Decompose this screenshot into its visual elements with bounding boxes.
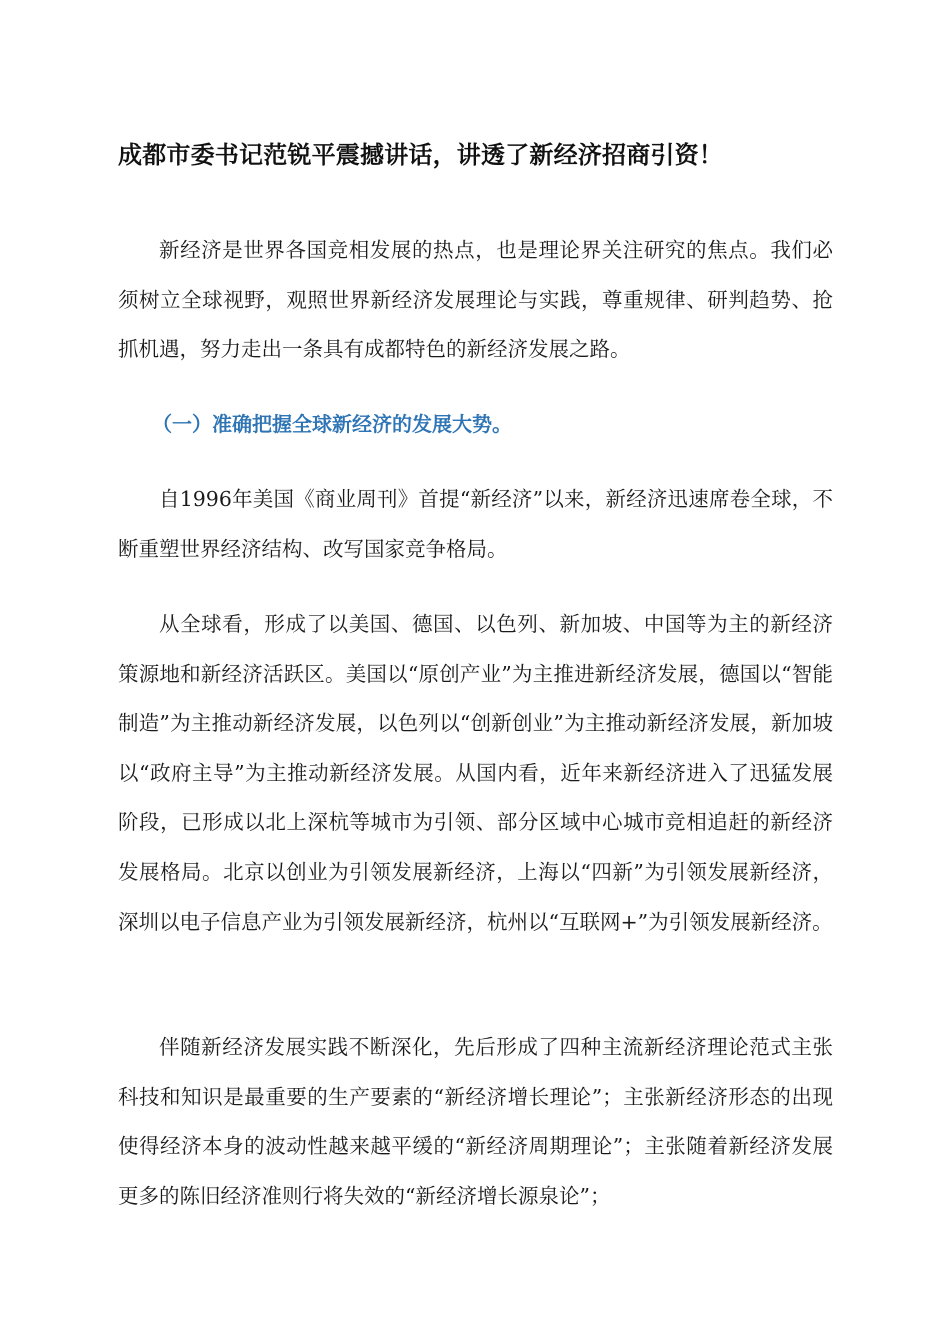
paragraph-history: 自1996年美国《商业周刊》首提“新经济”以来，新经济迅速席卷全球，不断重塑世界经济结构、改写国家竞争格局。	[118, 487, 833, 561]
paragraph-theories: 伴随新经济发展实践不断深化，先后形成了四种主流新经济理论范式主张科技和知识是最重要的生产要素的“新经济增长理论”；主张新经济形态的出现使得经济本身的波动性越来越平缓的“新经济周期理论”；主张随着新经济发展更多的陈旧经济准则行将失效的“新经济增长源泉论”；	[118, 1035, 833, 1208]
paragraph-intro: 新经济是世界各国竞相发展的热点，也是理论界关注研究的焦点。我们必须树立全球视野，观照世界新经济发展理论与实践，尊重规律、研判趋势、抢抓机遇，努力走出一条具有成都特色的新经济发展之路。	[118, 238, 833, 362]
paragraph-global-view: 从全球看，形成了以美国、德国、以色列、新加坡、中国等为主的新经济策源地和新经济活跃区。美国以“原创产业”为主推进新经济发展，德国以“智能制造”为主推动新经济发展，以色列以“创新创业”为主推动新经济发展，新加坡以“政府主导”为主推动新经济发展。从国内看，近年来新经济进入了迅猛发展阶段，已形成以北上深杭等城市为引领、部分区域中心城市竞相追赶的新经济发展格局。北京以创业为引领发展新经济，上海以“四新”为引领发展新经济，深圳以电子信息产业为引领发展新经济，杭州以“互联网+”为引领发展新经济。	[118, 612, 833, 934]
section-heading: （一）准确把握全球新经济的发展大势。	[152, 412, 512, 436]
document-title: 成都市委书记范锐平震撼讲话，讲透了新经济招商引资！	[118, 141, 723, 169]
